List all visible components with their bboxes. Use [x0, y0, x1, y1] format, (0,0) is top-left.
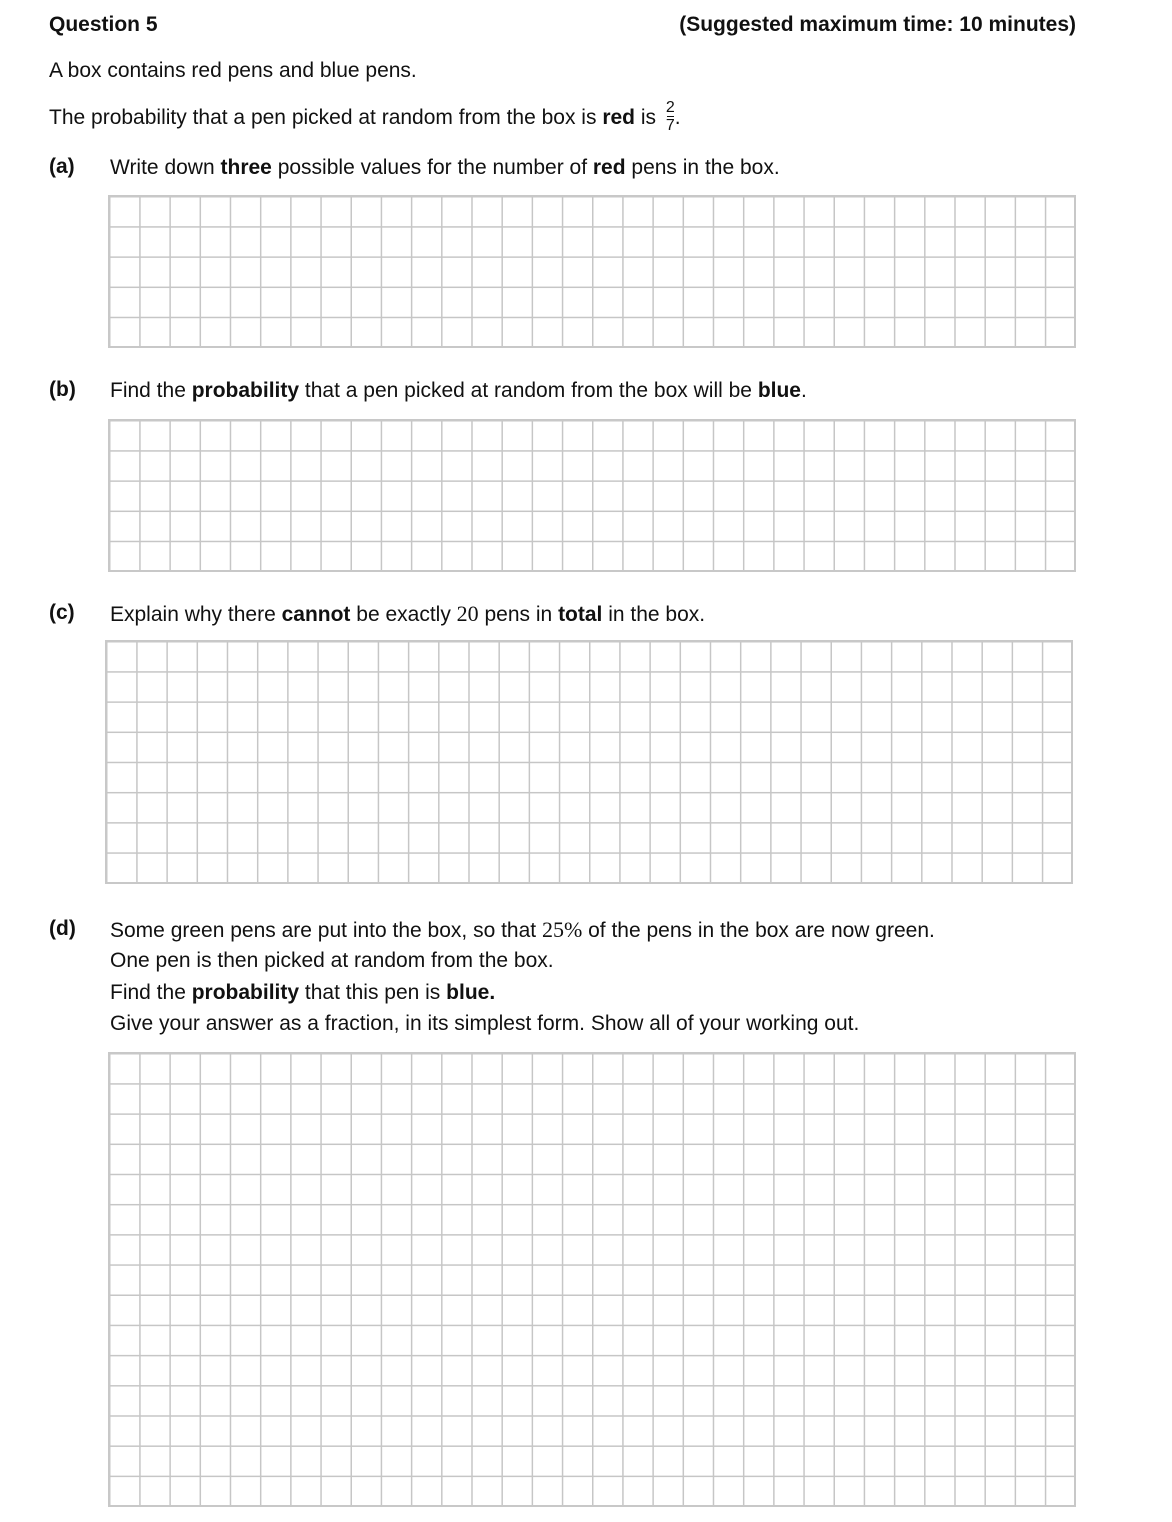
fraction-denominator: 7: [665, 117, 675, 134]
part-b-question: Find the probability that a pen picked at random from the box will be blue.: [110, 379, 807, 402]
part-d-line-4: Give your answer as a fraction, in its simplest form. Show all of your working out.: [110, 1012, 860, 1035]
part-d-line-1: Some green pens are put into the box, so that 25% of the pens in the box are now green.: [110, 917, 935, 942]
probability-fraction: [666, 99, 675, 134]
part-c-label: (c): [49, 601, 75, 624]
suggested-time: (Suggested maximum time: 10 minutes): [679, 13, 1076, 36]
part-a-question: Write down three possible values for the number of red pens in the box.: [110, 156, 780, 179]
answer-grid-d[interactable]: [108, 1052, 1076, 1507]
answer-grid-b[interactable]: [108, 419, 1076, 572]
part-a-label: (a): [49, 155, 75, 178]
number-20: 20: [456, 601, 479, 626]
part-d-label: (d): [49, 917, 76, 940]
answer-grid-a[interactable]: [108, 195, 1076, 348]
question-title: Question 5: [49, 13, 158, 36]
percent-25: 25%: [541, 917, 583, 942]
intro-line-1: A box contains red pens and blue pens.: [49, 59, 417, 82]
answer-grid-c[interactable]: [105, 640, 1073, 884]
fraction-numerator: 2: [665, 99, 675, 116]
part-d-line-3: Find the probability that this pen is blue.: [110, 981, 496, 1004]
part-c-question: Explain why there cannot be exactly 20 pens in total in the box.: [110, 601, 706, 626]
part-d-line-2: One pen is then picked at random from the box.: [110, 949, 554, 972]
part-b-label: (b): [49, 378, 76, 401]
intro-line-2: The probability that a pen picked at random from the box is red is $\frac{2}{7}$ .: [49, 99, 681, 134]
